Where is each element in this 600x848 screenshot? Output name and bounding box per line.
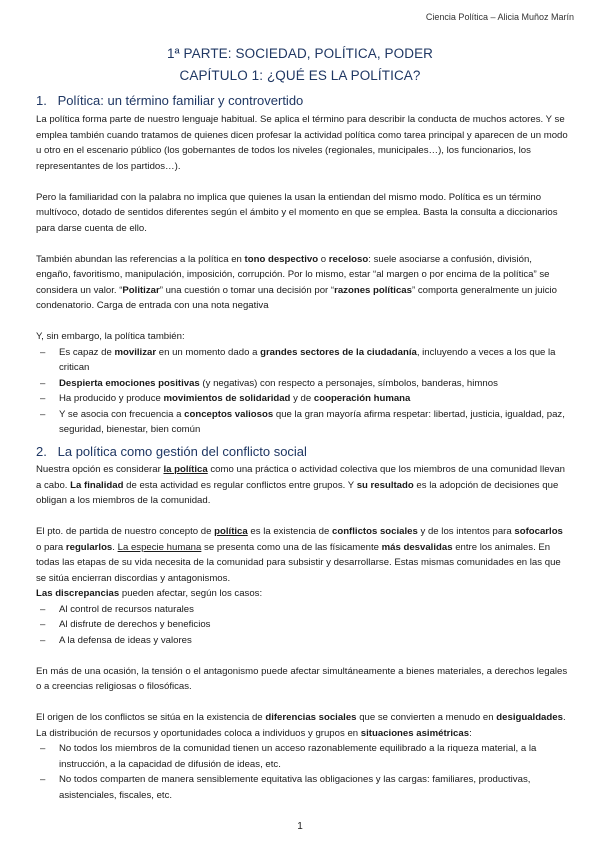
paragraph: También abundan las referencias a la política en tono despectivo o receloso: suele asociarse a confusión, división, engaño, favoritismo, manipulación, imposición, corrupción. Por lo mismo, estar “al margen o por encima de la política” se considera un valor. “Politizar” una cuestión o tomar una decisión por “razones políticas” comporta generalmente un juicio condenatorio. Carga de entrada con una nota negativa <box>36 253 558 311</box>
page-number: 1 <box>297 821 303 832</box>
running-header: Ciencia Política – Alicia Muñoz Marín <box>425 12 574 22</box>
section-2-heading <box>36 444 307 459</box>
paragraph: Pero la familiaridad con la palabra no implica que quienes la usan la entiendan del mismo modo. Política es un término multívoco, dotado de sentidos diferentes según el ámbito y el momento en que se emplea. Basta la consulta a diccionarios para darse cuenta de ello. <box>36 191 558 234</box>
paragraph: En más de una ocasión, la tensión o el antagonismo puede afectar simultáneamente a bienes materiales, a derechos legales o a creencias religiosas o filosóficas. <box>36 665 568 692</box>
list-item: – Al control de recursos naturales <box>36 602 568 618</box>
paragraph: Nuestra opción es considerar la política como una práctica o actividad colectiva que los miembros de una comunidad llevan a cabo. La finalidad de esta actividad es regular conflictos entre grupos. Y su resultado es la adopción de decisiones que obligan a los miembros de la comunidad. <box>36 464 566 506</box>
section-1-number: 1. <box>36 93 47 108</box>
section-1-title: Política: un término familiar y controvertido <box>57 93 304 108</box>
paragraph: El origen de los conflictos se sitúa en la existencia de diferencias sociales que se convierten a menudo en desigualdades. La distribución de recursos y oportunidades coloca a individuos y grupos en situaciones asimétricas: <box>36 712 566 739</box>
paragraph: El pto. de partida de nuestro concepto de política es la existencia de conflictos sociales y de los intentos para sofocarlos o para regularlos. La especie humana se presenta como una de las físicamente más desvalidas entre los animales. En todas las etapas de su vida necesita de la comunidad para subsistir y desarrollarse. Estas mismas comunidades en las que se sitúa encierran discordias y antagonismos. Las discrepancias pueden afectar, según los casos: <box>36 526 563 599</box>
list-item: – Ha producido y produce movimientos de solidaridad y de cooperación humana <box>36 391 568 407</box>
paragraph: Y, sin embargo, la política también: <box>36 331 185 342</box>
paragraph: La política forma parte de nuestro lenguaje habitual. Se aplica el término para describir la conducta de muchos actores. Y se emplea también cuando tratamos de quienes dicen profesar la actividad política como tarea principal y aparecen de un modo u otro en el escenario público (los gobernantes de todos los niveles (regionales, municipales…), los funcionarios, los representantes de los partidos…). <box>36 114 568 172</box>
list-item: – No todos comparten de manera sensiblemente equitativa las obligaciones y las cargas: familiares, productivas, asistenciales, fiscales, etc. <box>36 772 568 803</box>
section-1-body <box>36 112 568 438</box>
part-title: 1ª PARTE: SOCIEDAD, POLÍTICA, PODER <box>166 46 434 61</box>
list-item: – No todos los miembros de la comunidad tienen un acceso razonablemente equilibrado a la riqueza material, a la instrucción, a la capacidad de difusión de ideas, etc. <box>36 741 568 772</box>
section-2-number: 2. <box>36 444 47 459</box>
section-2-body <box>36 462 568 803</box>
chapter-title: CAPÍTULO 1: ¿QUÉ ES LA POLÍTICA? <box>179 68 421 83</box>
section-2-title: La política como gestión del conflicto social <box>57 444 307 459</box>
list-item: – Y se asocia con frecuencia a conceptos valiosos que la gran mayoría afirma respetar: libertad, justicia, igualdad, paz, seguridad, bienestar, bien común <box>36 407 568 438</box>
bullet-list <box>36 741 568 803</box>
section-1-heading <box>36 93 303 108</box>
list-item: – Al disfrute de derechos y beneficios <box>36 617 568 633</box>
list-item: – A la defensa de ideas y valores <box>36 633 568 649</box>
bullet-list <box>36 345 568 438</box>
list-item: – Despierta emociones positivas (y negativas) con respecto a personajes, símbolos, banderas, himnos <box>36 376 568 392</box>
bullet-list <box>36 602 568 649</box>
list-item: – Es capaz de movilizar en un momento dado a grandes sectores de la ciudadanía, incluyendo a veces a los que la critican <box>36 345 568 376</box>
